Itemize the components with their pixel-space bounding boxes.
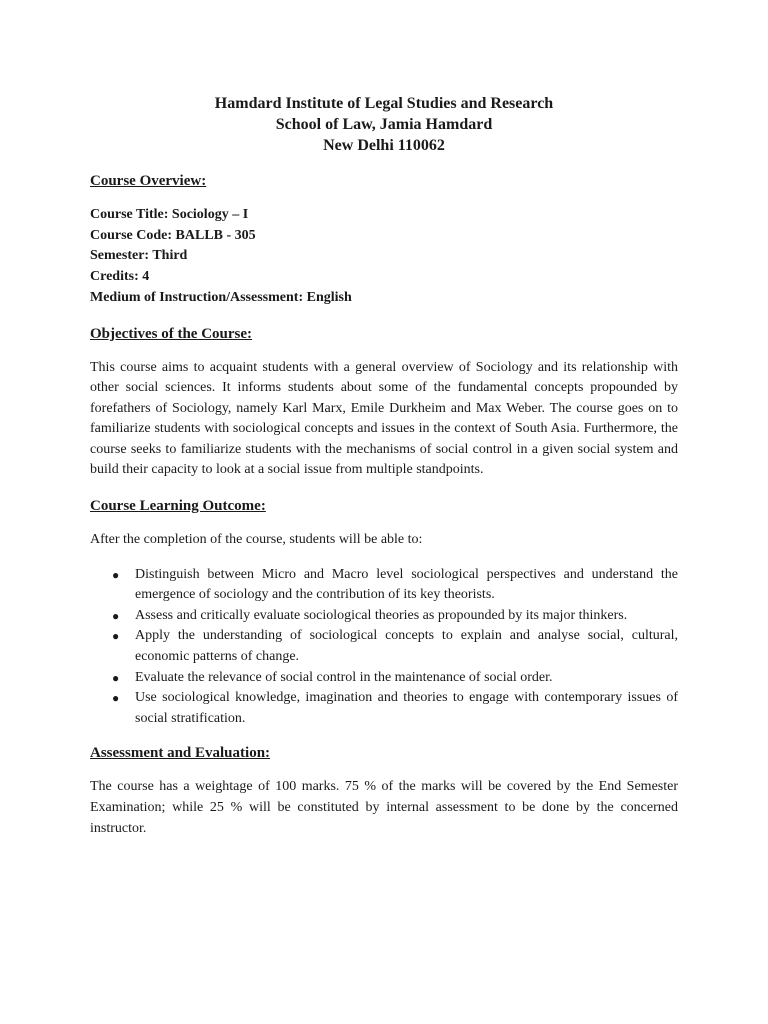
list-item: [90, 626, 678, 667]
list-item: [90, 606, 678, 627]
assessment-heading: Assessment and Evaluation:: [90, 745, 271, 762]
institution-address: New Delhi 110062: [323, 137, 445, 154]
medium-of-instruction: Medium of Instruction/Assessment: English: [90, 289, 352, 305]
course-code: Course Code: BALLB - 305: [90, 227, 256, 243]
course-overview-heading: Course Overview:: [90, 173, 207, 189]
list-item-text: Assess and critically evaluate sociological theories as propounded by its major thinkers.: [135, 607, 628, 623]
objectives-heading: Objectives of the Course:: [90, 325, 253, 342]
bullet-icon: ●: [112, 608, 120, 623]
list-item-text: Evaluate the relevance of social control in the maintenance of social order.: [135, 669, 553, 685]
bullet-icon: ●: [112, 670, 120, 685]
institution-name: Hamdard Institute of Legal Studies and Research: [214, 95, 554, 112]
school-name: School of Law, Jamia Hamdard: [275, 116, 493, 133]
document-page: [90, 93, 678, 854]
credits: Credits: 4: [90, 269, 150, 285]
course-details: [90, 205, 678, 309]
list-item: [90, 688, 678, 729]
learning-outcome-list: [90, 565, 678, 730]
list-item-text: Apply the understanding of sociological concepts to explain and analyse social, cultural, economic patterns of change.: [135, 628, 678, 665]
list-item-text: Distinguish between Micro and Macro level sociological perspectives and understand the emergence of sociology and the contribution of its key theorists.: [135, 566, 678, 603]
list-item-text: Use sociological knowledge, imagination and theories to engage with contemporary issues of social stratification.: [135, 690, 678, 726]
course-title: Course Title: Sociology – I: [90, 207, 249, 222]
assessment-paragraph: The course has a weightage of 100 marks. 75 % of the marks will be covered by the End Semester Examination; while 25 % will be constituted by internal assessment to be done by the concerned instructor.: [90, 779, 678, 836]
list-item: [90, 565, 678, 606]
institution-header: [90, 93, 678, 156]
semester: Semester: Third: [90, 248, 188, 264]
objectives-paragraph: This course aims to acquaint students with a general overview of Sociology and its relationship with other social sciences. It informs students about some of the fundamental concepts propounded by forefathers of Sociology, namely Karl Marx, Emile Durkheim and Max Weber. The course goes on to familiarize students with sociological concepts and issues in the context of South Asia. Furthermore, the course seeks to familiarize students with the mechanisms of social control in a given social system and build their capacity to look at a social issue from multiple standpoints.: [90, 359, 678, 478]
bullet-icon: ●: [112, 691, 120, 706]
list-item: [90, 668, 678, 689]
bullet-icon: ●: [112, 567, 120, 582]
learning-outcome-heading: Course Learning Outcome:: [90, 498, 266, 515]
bullet-icon: ●: [112, 629, 120, 644]
learning-outcome-intro: After the completion of the course, students will be able to:: [90, 532, 423, 548]
